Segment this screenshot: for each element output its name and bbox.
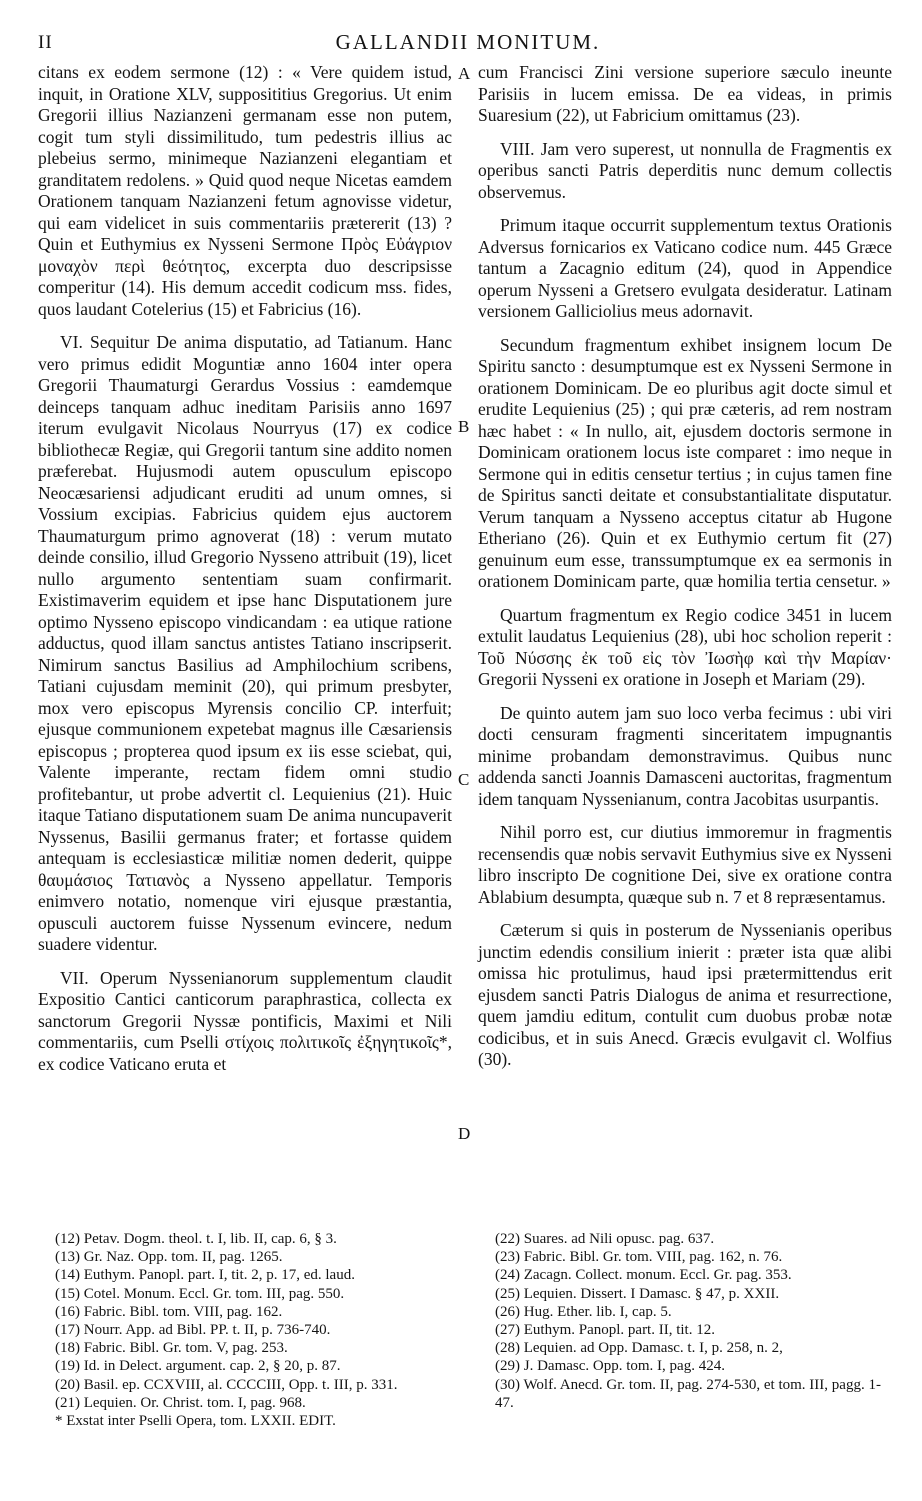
margin-marker-c: C xyxy=(458,770,470,789)
footnote: (18) Fabric. Bibl. Gr. tom. V, pag. 253. xyxy=(55,1340,288,1357)
footnote: (21) Lequien. Or. Christ. tom. I, pag. 968. xyxy=(55,1394,306,1411)
footnotes-left xyxy=(55,1230,455,1430)
paragraph: VII. Operum Nyssenianorum supplementum claudit Expositio Cantici canticorum paraphrastica, collecta ex sanctorum Gregorii Nyssæ pontificis, Maximi et Nili commentariis, cum Pselli στίχοις πολιτικοῖς ἐξηγητικοῖς*, ex codice Vaticano eruta et xyxy=(38,967,452,1074)
paragraph: citans ex eodem sermone (12) : « Vere quidem istud, inquit, in Oratione XLV, supposititius Gregorius. Ut enim Gregorii illius Nazianzeni germanam esse non putem, cogit tum styli dissimilitudo, tum pedestris illius ac plebeius sermo, minimeque Nazianzeni elegantiam et granditatem redolens. » Quid quod neque Nicetas eamdem Orationem tanquam Nazianzeni fetum agnovisse videtur, qui eam videlicet in suis commentariis prætererit (13) ? Quin et Euthymius ex Nysseni Sermone Πρὸς Εὐάγριον μοναχὸν περὶ θεότητος, excerpta duo descripsisse comperitur (14). His demum accedit codicum mss. fides, quos laudant Cotelerius (15) et Fabricius (16). xyxy=(38,62,452,319)
footnote: * Exstat inter Pselli Opera, tom. LXXII. EDIT. xyxy=(55,1413,336,1430)
paragraph: De quinto autem jam suo loco verba fecimus : ubi viri docti censuram fragmenti sinceritatem impugnantis minime probandam demonstravimus. Quibus nunc addenda sancti Joannis Damasceni auctoritas, fragmentum idem tanquam Nyssenianum, contra Jacobitas usurpantis. xyxy=(478,702,892,809)
paragraph: Nihil porro est, cur diutius immoremur in fragmentis recensendis quæ nobis servavit Euthymius sive ex Nysseni libro inscripto De cognitione Dei, sive ex oratione contra Ablabium desumpta, quæque sub n. 7 et 8 repræsentamus. xyxy=(478,822,892,907)
footnote: (20) Basil. ep. CCXVIII, al. CCCCIII, Opp. t. III, p. 331. xyxy=(55,1376,398,1393)
footnote: (27) Euthym. Panopl. part. II, tit. 12. xyxy=(495,1322,715,1339)
paragraph: Secundum fragmentum exhibet insignem locum De Spiritu sancto : desumptumque est ex Nysseni Sermone in orationem Dominicam. De eo pluribus agit docte simul et erudite Lequienius (25) ; qui præ cæteris, ad rem nostram hæc habet : « In nullo, ait, ejusdem doctoris sermone in Dominicam orationem locus iste comparet : imo neque in Sermone qui in editis censetur tertius ; in cujus tamen fine de Spiritus sancti deitate et consubstantialitate disputatur. Verum tanquam a Nysseno acceptus citatur ab Hugone Etheriano (26). Quin et ex Euthymio certum fit (27) genuinum eum esse, transsumptumque ex ea sermonis in orationem Dominicam parte, quæ homilia tertia censetur. » xyxy=(478,334,892,591)
paragraph: VIII. Jam vero superest, ut nonnulla de Fragmentis ex operibus sancti Patris deperditis nunc demum collectis observemus. xyxy=(478,138,892,202)
footnote: (12) Petav. Dogm. theol. t. I, lib. II, cap. 6, § 3. xyxy=(55,1231,337,1247)
left-text-column xyxy=(38,62,452,1087)
footnote: (14) Euthym. Panopl. part. I, tit. 2, p. 17, ed. laud. xyxy=(55,1267,355,1284)
paragraph: VI. Sequitur De anima disputatio, ad Tatianum. Hanc vero primus edidit Moguntiæ anno 1604 inter opera Gregorii Thaumaturgi Gerardus Vossius : eamdemque deinceps tanquam adhuc ineditam Parisiis anno 1697 iterum evulgavit Nicolaus Nourryus (17) ex codice bibliothecæ Regiæ, qui Gregorii tantum sine addito nomen præferebat. Hujusmodi autem opusculum episcopo Neocæsariensi adjudicant eruditi ad unum omnes, si Vossium excipias. Fabricius quidem ejus auctorem Thaumaturgum primo agnoverat (18) : verum mutato deinde consilio, illud Gregorio Nysseno attribuit (19), licet nullo argumento sententiam suam confirmarit. Existimaverim equidem et ipse hanc Disputationem jure optimo Nysseno episcopo vindicandam : ea utique ratione adductus, quod illam sanctus antistes Tatiano inscripserit. Nimirum sanctus Basilius ad Amphilochium scribens, Tatiani cujusdam meminit (20), qui primum presbyter, mox vero episcopus Myrensis concilio CP. interfuit; ejusque communionem expetebat magnus ille Cæsariensis episcopus ; propterea quod ipsum ex iis esse sciebat, qui, Valente imperante, rectam fidem omni studio profitebantur, ut probe advertit cl. Lequienius (21). Huic itaque Tatiano disputationem suam De anima nuncupaverit Nyssenus, Basilii germanus frater; et fortasse quidem antequam is ecclesiasticæ militiæ nomen dederit, quippe θαυμάσιος Τατιανὸς a Nysseno appellatur. Temporis enimvero notatio, nomenque viri ejusque præstantia, opusculi auctorem fuisse Nyssenum evincere, nedum suadere videntur. xyxy=(38,332,452,954)
paragraph: Primum itaque occurrit supplementum textus Orationis Adversus fornicarios ex Vaticano codice num. 445 Græce tantum a Zacagnio editum (24), quod in Appendice operum Nysseni a Gretsero evulgata desideratur. Latinam versionem Galliciolius meus adornavit. xyxy=(478,215,892,321)
margin-marker-a: A xyxy=(458,64,471,83)
paragraph: cum Francisci Zini versione superiore sæculo ineunte Parisiis in lucem emissa. De ea videas, in primis Suaresium (22), ut Fabricium omittamus (23). xyxy=(478,62,892,125)
footnote: (17) Nourr. App. ad Bibl. PP. t. II, p. 736-740. xyxy=(55,1322,331,1339)
margin-marker-d: D xyxy=(458,1124,471,1143)
running-title: GALLANDII MONITUM. xyxy=(335,30,601,54)
footnotes-right xyxy=(495,1230,895,1412)
footnote: (13) Gr. Naz. Opp. tom. II, pag. 1265. xyxy=(55,1249,283,1266)
footnote: (16) Fabric. Bibl. tom. VIII, pag. 162. xyxy=(55,1303,283,1320)
footnote: (26) Hug. Ether. lib. I, cap. 5. xyxy=(495,1303,672,1320)
footnote: (28) Lequien. ad Opp. Damasc. t. I, p. 258, n. 2, xyxy=(495,1340,783,1357)
paragraph: Quartum fragmentum ex Regio codice 3451 in lucem extulit laudatus Lequienius (28), ubi hoc scholion reperit : Τοῦ Νύσσης ἐκ τοῦ εἰς τὸν Ἰωσὴφ καὶ τὴν Μαρίαν· Gregorii Nysseni ex oratione in Joseph et Mariam (29). xyxy=(478,604,892,689)
footnote: (22) Suares. ad Nili opusc. pag. 637. xyxy=(495,1231,715,1247)
footnote: (23) Fabric. Bibl. Gr. tom. VIII, pag. 162, n. 76. xyxy=(495,1249,783,1266)
right-text-column xyxy=(478,62,892,1083)
footnote: (24) Zacagn. Collect. monum. Eccl. Gr. pag. 353. xyxy=(495,1267,792,1284)
page-header xyxy=(32,30,904,60)
footnote: (25) Lequien. Dissert. I Damasc. § 47, p. XXII. xyxy=(495,1285,780,1302)
page-number: II xyxy=(38,32,53,53)
margin-marker-b: B xyxy=(458,417,470,436)
footnote: (15) Cotel. Monum. Eccl. Gr. tom. III, pag. 550. xyxy=(55,1285,345,1302)
paragraph: Cæterum si quis in posterum de Nyssenianis operibus junctim edendis consilium inierit : præter ista quæ alibi omissa hic protulimus, haud ipsi prætermittendus erit ejusdem sancti Patris Dialogus de anima et resurrectione, quem jamdiu editum, contulit cum duobus probæ notæ codicibus, et in suis Anecd. Græcis evulgavit cl. Wolfius (30). xyxy=(478,920,892,1069)
footnote: (19) Id. in Delect. argument. cap. 2, § 20, p. 87. xyxy=(55,1358,341,1375)
footnote: (29) J. Damasc. Opp. tom. I, pag. 424. xyxy=(495,1358,725,1375)
footnote: (30) Wolf. Anecd. Gr. tom. II, pag. 274-530, et tom. III, pagg. 1-47. xyxy=(495,1376,881,1411)
